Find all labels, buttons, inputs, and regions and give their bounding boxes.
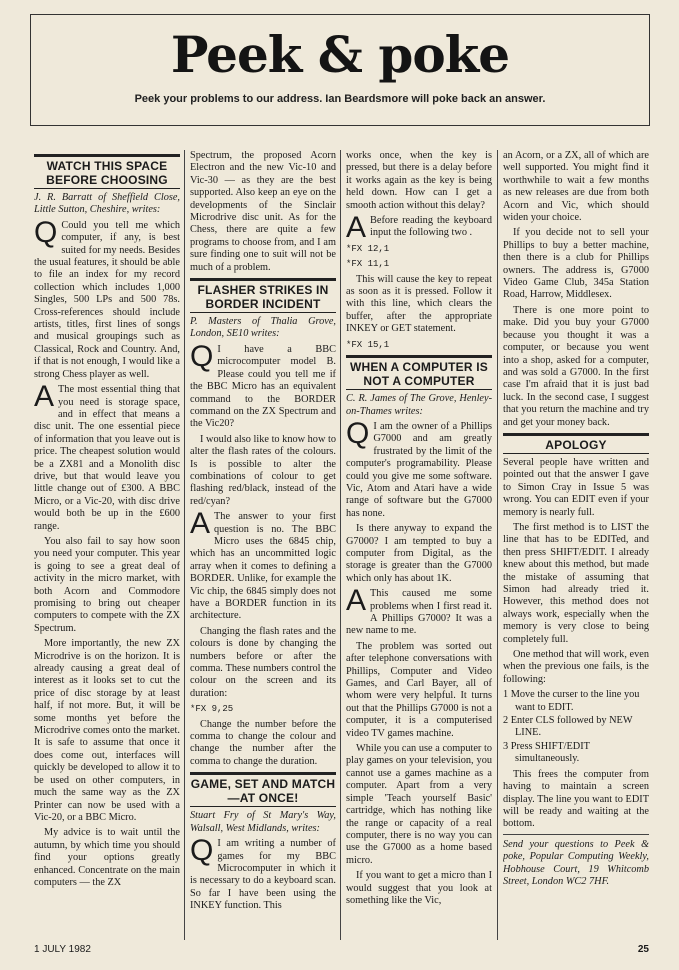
- body-paragraph: Change the number before the comma to change the colour and change the number after the comma to change the duration.: [190, 718, 336, 767]
- column-3: [346, 150, 492, 940]
- body-paragraph: If you want to get a micro than I would suggest that you look at something like the Vic,: [346, 870, 492, 906]
- article-heading: FLASHER STRIKES IN BORDER INCIDENT: [190, 278, 336, 313]
- column-divider: [340, 150, 341, 940]
- body-paragraph: You also fail to say how soon you need your computer. This year is going to see a great deal of activity in the micro market, with both Acorn and Commodore promising to bring out cheaper computers to compete with the ZX Spectrum.: [34, 535, 180, 634]
- issue-date: 1 JULY 1982: [34, 944, 91, 955]
- answer-drop-cap: A: [346, 211, 367, 245]
- list-item: 1 Move the curser to the line you want to EDIT.: [503, 689, 640, 713]
- submission-note: Send your questions to Peek & poke, Popular Computing Weekly, Hobhouse Court, 19 Whitcomb Street, London WC2 7HF.: [503, 834, 649, 889]
- answer-text: Before reading the keyboard input the following two .: [370, 215, 492, 239]
- question-text: Could you tell me which computer, if any, is best suited for my needs. Besides the usual features, it should be able to file an index for my record collection which includes 1,000 Singles, 500 LPs and 500 78s. Cross-references should include artists, titles, first lines of songs and musical groupings such as Classical, Rock and Country. And, if that is not enough, I would like a strong Chess player as well.: [34, 219, 180, 380]
- page-title: Peek & poke: [170, 25, 510, 84]
- answer-drop-cap: A: [190, 507, 211, 541]
- answer-paragraph: [34, 380, 180, 533]
- body-paragraph: I would also like to know how to alter the flash rates of the colours. Is is possible to alter the combinations of colour to get flashing red/black, instead of the red/cyan?: [190, 433, 336, 507]
- column-4: [503, 150, 649, 940]
- code-line: *FX 9,25: [190, 704, 234, 715]
- column-2: [190, 150, 336, 940]
- question-paragraph: [190, 834, 336, 912]
- question-drop-cap: Q: [346, 416, 370, 450]
- question-paragraph: [346, 416, 492, 520]
- column-divider: [184, 150, 185, 940]
- answer-drop-cap: A: [34, 380, 55, 414]
- list-item: 3 Press SHIFT/EDIT simultaneously.: [503, 740, 590, 765]
- body-paragraph: works once, when the key is pressed, but there is a delay before it works again as the key is being held down. How can I get a smooth action without this delay?: [346, 150, 492, 211]
- column-divider: [497, 150, 498, 940]
- letter-byline: P. Masters of Thalia Grove, London, SE10 writes:: [190, 316, 336, 340]
- body-paragraph: This frees the computer from having to maintain a screen display. The line you want to EDIT will be ready and waiting at the bottom.: [503, 768, 649, 830]
- article-heading: APOLOGY: [503, 433, 649, 454]
- answer-text: The answer to your first question is no. The BBC Micro uses the 6845 chip, which has an uncommitted logic array when it comes to defining a BORDER. Unlike, for example the Vic chip, the 6845 simply does not have a BORDER function in its architecture.: [190, 511, 336, 622]
- answer-paragraph: [190, 507, 336, 623]
- letter-byline: Stuart Fry of St Mary's Way, Walsall, West Midlands, writes:: [190, 810, 336, 834]
- letter-byline: J. R. Barratt of Sheffield Close, Little Sutton, Cheshire, writes:: [34, 192, 180, 216]
- body-paragraph: Changing the flash rates and the colours is done by changing the numbers before or after the comma. These numbers control the colour on the screen and its duration:: [190, 625, 336, 699]
- body-paragraph: While you can use a computer to play games on your television, you cannot use a games machine as a computer. Apart from a very simple 'Teach yourself Basic' cartridge, which has nothing like the range or capacity of a real computer, there is no way you can use the G7000 as a home based micro.: [346, 743, 492, 866]
- body-paragraph: Several people have written and pointed out that the answer I gave to Simon Cray in Issue 5 was wrong. You can EDIT even if your memory is nearly full.: [503, 456, 649, 518]
- question-paragraph: [34, 215, 180, 381]
- body-paragraph: This will cause the key to repeat as soon as it is pressed. Follow it with this line, which clears the buffer, after the appropriate INKEY or GET statement.: [346, 273, 492, 335]
- answer-paragraph: [346, 211, 492, 245]
- answer-paragraph: [346, 584, 492, 638]
- body-paragraph: an Acorn, or a ZX, all of which are well supported. You might find it worthwhile to wait a few months as new releases are due from both Acorn and Vic, which should widen your choice.: [503, 150, 649, 224]
- article-heading: GAME, SET AND MATCH—AT ONCE!: [190, 772, 336, 807]
- question-text: I am writing a number of games for my BBC Microcomputer in which it is necessary to do a keyboard scan. So far I have been using the INKEY function. This: [190, 838, 336, 912]
- question-text: I have a BBC microcomputer model B. Please could you tell me if the BBC Micro has an equivalent command to the BORDER command on the ZX Spectrum and the Vic20?: [190, 343, 336, 430]
- answer-drop-cap: A: [346, 584, 367, 618]
- question-drop-cap: Q: [190, 339, 214, 373]
- body-paragraph: One method that will work, even when the previous one fails, is the following:: [503, 649, 649, 685]
- body-paragraph: The problem was sorted out after telephone conversations with Phillips, Computer and Video Games, and Carl Bayer, all of whom were very helpful. It turns out that the Phillips G7000 is not a computer, it is a computerised video TV games machine.: [346, 640, 492, 739]
- letter-byline: C. R. James of The Grove, Henley-on-Thames writes:: [346, 393, 492, 417]
- page-header-box: [30, 14, 650, 126]
- body-paragraph: Is there anyway to expand the G7000? I am tempted to buy a computer from Digital, as the storage is greater than the G7000 which only has about 1K.: [346, 523, 492, 584]
- article-heading: WATCH THIS SPACE BEFORE CHOOSING: [34, 154, 180, 189]
- question-text: I am the owner of a Phillips G7000 and am greatly frustrated by the limit of the computer's programability. Please could you give me some software. Vic, Atom and Atari have a wide range of software but the G7000 has none.: [346, 420, 492, 519]
- body-paragraph: The first method is to LIST the line that has to be EDITed, and then press SHIFT/EDIT. I already knew about this method, but made the mistake of assuming that Simon had already tried it. However, this method does not always work, especially when the memory is very close to being completely full.: [503, 521, 649, 645]
- body-paragraph: My advice is to wait until the autumn, by which time you should find your options greatly enhanced. Concentrate on the main computers — the ZX: [34, 827, 180, 888]
- body-paragraph: Spectrum, the proposed Acorn Electron and the new Vic-10 and Vic-30 — as they are the best supported. Also keep an eye on the developments of the Sinclair Microdrive disc unit. As for the Chess, there are quite a few programs to choose from, and I am sure finding one to suit will not be much of a problem.: [190, 150, 336, 273]
- code-line: *FX 12,1: [346, 243, 390, 254]
- list-item: 2 Enter CLS followed by NEW LINE.: [503, 715, 633, 739]
- page-subtitle: Peek your problems to our address. Ian Beardsmore will poke back an answer.: [134, 93, 546, 105]
- body-paragraph: There is one more point to make. Did you buy your G7000 because you thought it was a computer, or because you went into a shop, asked for a computer, and was sold a G7000. In the first case I'm afraid that it is just bad luck. In the second case, I suggest that you return the machine and try and get your money back.: [503, 304, 649, 428]
- code-line: *FX 11,1: [346, 259, 390, 270]
- page-number: 25: [637, 944, 649, 955]
- body-paragraph: More importantly, the new ZX Microdrive is on the horizon. It is already causing a great deal of interest as it looks set to cut the price of disc storage by at least half, if not more. But, it will be some months yet before the Microdrive comes onto the market. It is safe to assume that once it does come out, interfaces will quickly be developed to allow it to be used on other computers, in much the same way as the ZX Printer can now be used with a Vic-20, or a BBC Micro.: [34, 638, 180, 823]
- code-line: *FX 15,1: [346, 339, 390, 350]
- article-heading: WHEN A COMPUTER IS NOT A COMPUTER: [346, 355, 492, 390]
- question-drop-cap: Q: [34, 215, 58, 249]
- question-drop-cap: Q: [190, 834, 214, 868]
- answer-text: The most essential thing that you need is storage space, and in effect that means a disc unit. The one essential piece of information that you leave out is price. The cheapest solution would be a ZX81 and a Monolith disc drive, but that would leave you little change out of £300. A BBC Micro, or a Vic-20, with disc drive would both be up in the £600 range.: [34, 384, 180, 532]
- answer-text: This caused me some problems when I first read it. A Phillips G7000? It was a new name to me.: [346, 588, 492, 637]
- steps-list: [503, 689, 649, 765]
- column-1: [34, 150, 180, 940]
- body-paragraph: If you decide not to sell your Phillips to buy a better machine, then there is a club for Phillips owners. The address is, G7000 Video Game Club, 345a Station Road, Harrow, Middlesex.: [503, 227, 649, 301]
- question-paragraph: [190, 339, 336, 431]
